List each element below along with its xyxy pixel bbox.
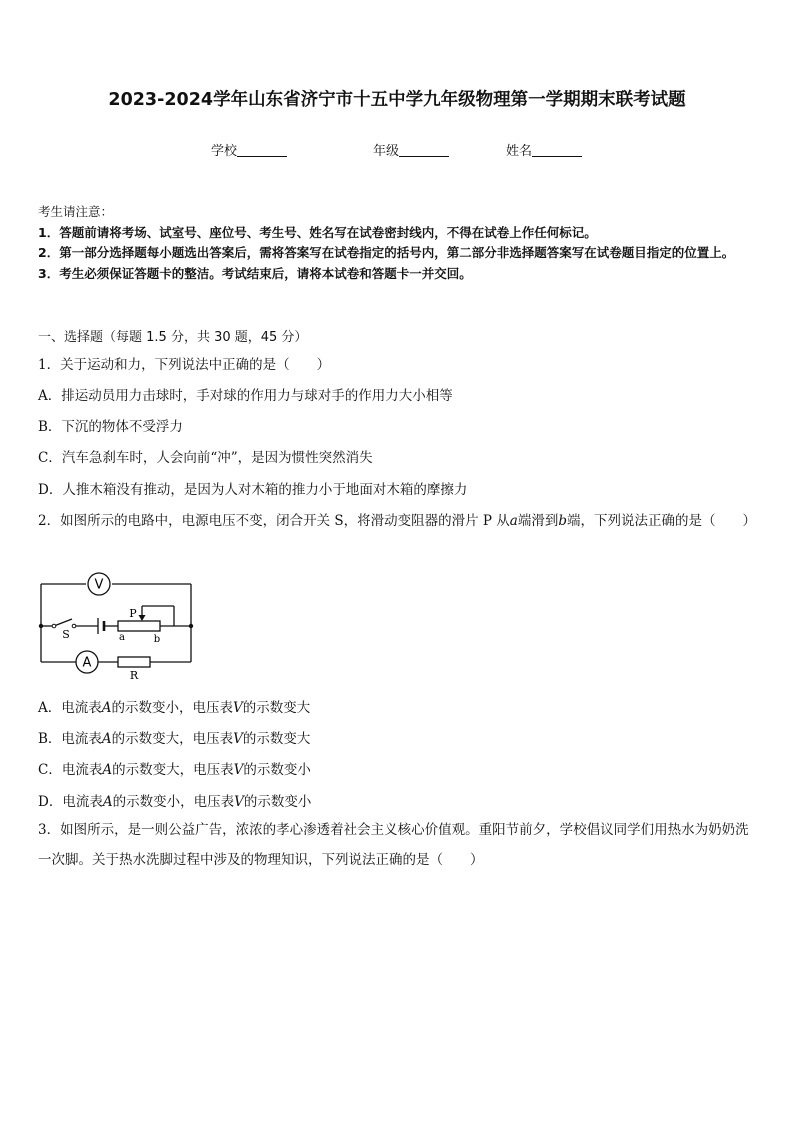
resistor-label: R bbox=[129, 669, 139, 682]
question-2-option-b bbox=[38, 727, 310, 747]
name-field bbox=[506, 140, 582, 159]
slider-arrow bbox=[139, 615, 146, 621]
name-blank bbox=[532, 142, 582, 157]
option-text: 的示数变大 bbox=[242, 700, 311, 716]
switch-label: S bbox=[62, 628, 70, 641]
rheostat bbox=[118, 621, 160, 631]
ammeter-label: A bbox=[82, 655, 92, 671]
notice-heading: 考生请注意： bbox=[38, 204, 114, 219]
option-text: C．电流表 bbox=[38, 762, 103, 778]
option-text: 的示数变小，电压表 bbox=[112, 794, 235, 810]
student-info-row bbox=[0, 140, 794, 160]
stem-text-end: 端，下列说法正确的是（ ） bbox=[567, 513, 757, 529]
voltmeter-var: V bbox=[233, 700, 243, 716]
option-text: D．电流表 bbox=[38, 794, 103, 810]
question-3-stem: 3．如图所示，是一则公益广告，浓浓的孝心渗透着社会主义核心价值观。重阳节前夕，学校倡议同学们用热水为奶奶洗一次脚。关于热水洗脚过程中涉及的物理知识，下列说法正确的是（ ） bbox=[38, 822, 749, 868]
junction-dot bbox=[39, 624, 43, 628]
page-title: 2023-2024学年山东省济宁市十五中学九年级物理第一学期期末联考试题 bbox=[108, 90, 686, 110]
stem-var-b: b bbox=[558, 513, 568, 529]
question-2-option-c bbox=[38, 758, 311, 778]
circuit-diagram bbox=[34, 570, 204, 682]
ammeter-var: A bbox=[101, 731, 112, 747]
question-1-option-d: D．人推木箱没有推动，是因为人对木箱的推力小于地面对木箱的摩擦力 bbox=[38, 482, 468, 498]
slider-label: P bbox=[129, 607, 137, 620]
option-text: 的示数变大 bbox=[242, 731, 311, 747]
switch-pivot bbox=[52, 624, 56, 628]
grade-blank bbox=[399, 142, 449, 157]
school-field bbox=[211, 140, 287, 159]
voltmeter-label: V bbox=[94, 577, 104, 593]
option-text: A．电流表 bbox=[38, 700, 102, 716]
option-text: 的示数变大，电压表 bbox=[112, 762, 234, 778]
junction-dot bbox=[189, 624, 193, 628]
option-text: 的示数变小，电压表 bbox=[111, 700, 233, 716]
ammeter-var: A bbox=[102, 762, 113, 778]
stem-text: 端滑到 bbox=[517, 513, 559, 529]
stem-var-a: a bbox=[509, 513, 518, 529]
question-1-option-b: B．下沉的物体不受浮力 bbox=[38, 419, 183, 435]
stem-text: 2．如图所示的电路中，电源电压不变，闭合开关 S，将滑动变阻器的滑片 P 从 bbox=[38, 513, 510, 529]
section-heading: 一、选择题（每题 1.5 分，共 30 题，45 分） bbox=[38, 330, 308, 345]
ammeter-var: A bbox=[101, 700, 112, 716]
school-label: 学校 bbox=[211, 144, 238, 159]
voltmeter-var: V bbox=[233, 762, 244, 778]
end-b-label: b bbox=[153, 634, 161, 645]
ammeter-var: A bbox=[102, 794, 113, 810]
notice-item: 2．第一部分选择题每小题选出答案后，需将答案写在试卷指定的括号内，第二部分非选择题答案写在试卷题目指定的位置上。 bbox=[38, 245, 735, 260]
school-blank bbox=[237, 142, 287, 157]
question-1-stem: 1．关于运动和力，下列说法中正确的是（ ） bbox=[38, 357, 331, 373]
notice-item: 1．答题前请将考场、试室号、座位号、考生号、姓名写在试卷密封线内，不得在试卷上作任何标记。 bbox=[38, 224, 597, 240]
question-2-option-d bbox=[38, 790, 311, 810]
option-text: 的示数变小 bbox=[243, 794, 312, 810]
grade-label: 年级 bbox=[373, 144, 400, 159]
option-text: 的示数变小 bbox=[243, 762, 311, 778]
question-2-option-a bbox=[38, 696, 310, 716]
switch-contact bbox=[72, 624, 76, 628]
notice-block bbox=[38, 202, 758, 284]
question-2-stem bbox=[38, 509, 756, 529]
option-text: 的示数变大，电压表 bbox=[111, 731, 234, 747]
resistor bbox=[118, 657, 150, 667]
name-label: 姓名 bbox=[506, 144, 533, 159]
voltmeter-var: V bbox=[234, 794, 244, 810]
option-text: B．电流表 bbox=[38, 731, 102, 747]
question-1-option-a: A．排运动员用力击球时，手对球的作用力与球对手的作用力大小相等 bbox=[38, 388, 453, 404]
notice-item: 3．考生必须保证答题卡的整洁。考试结束后，请将本试卷和答题卡一并交回。 bbox=[38, 265, 472, 281]
voltmeter-var: V bbox=[233, 731, 243, 747]
grade-field bbox=[373, 140, 449, 159]
question-1-option-c: C．汽车急刹车时，人会向前“冲”，是因为惯性突然消失 bbox=[38, 450, 373, 466]
end-a-label: a bbox=[119, 632, 125, 643]
